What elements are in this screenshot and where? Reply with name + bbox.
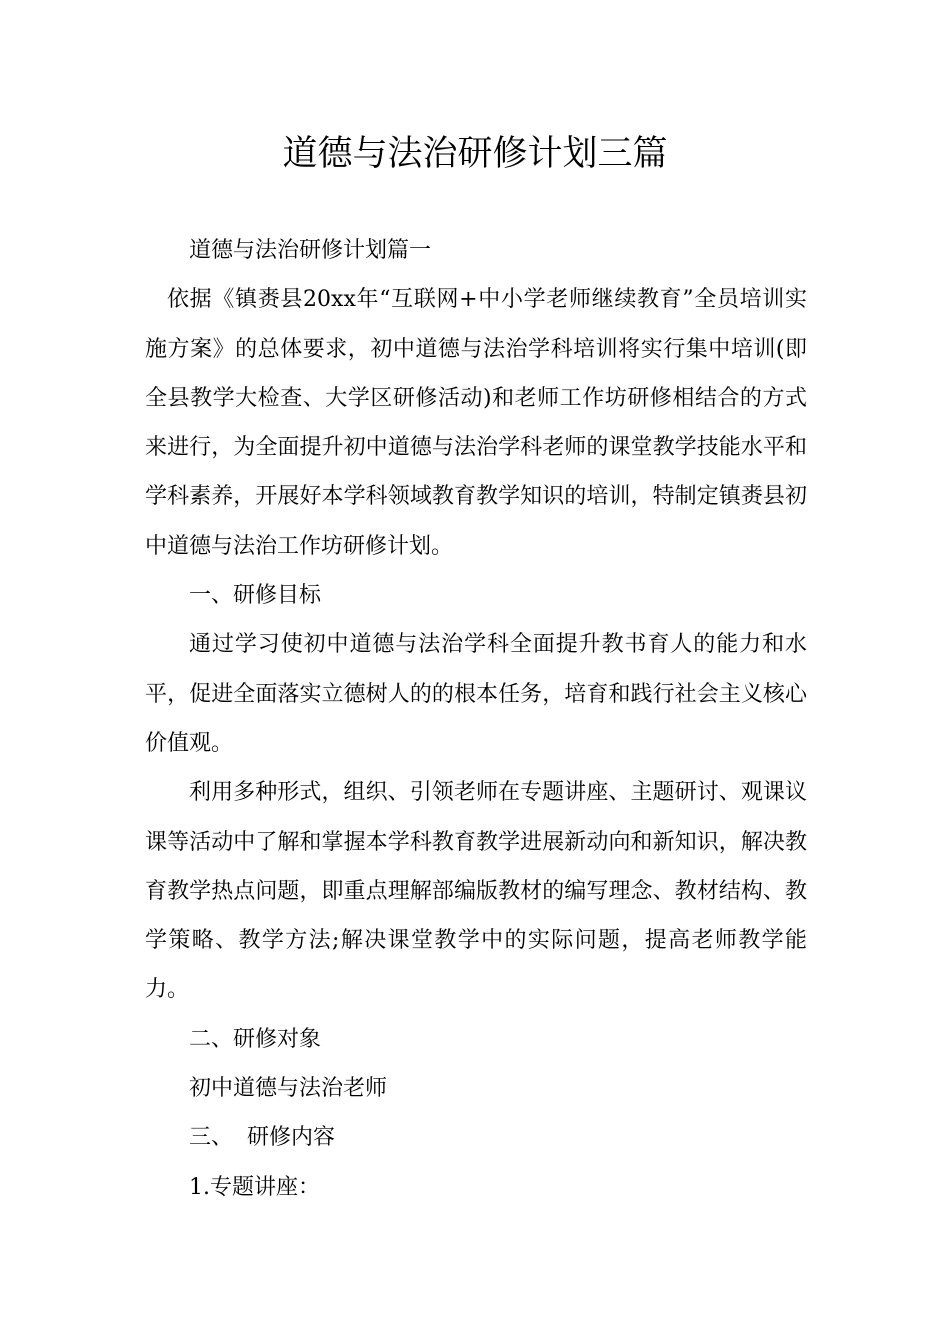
document-body [145, 226, 807, 1212]
goals-paragraph-1: 通过学习使初中道德与法治学科全面提升教书育人的能力和水平，促进全面落实立德树人的的根本任务，培育和践行社会主义核心价值观。 [145, 632, 807, 756]
goals-paragraph-2: 利用多种形式，组织、引领老师在专题讲座、主题研讨、观课议课等活动中了解和掌握本学科教育教学进展新动向和新知识，解决教育教学热点问题，即重点理解部编版教材的编写理念、教材结构、教学策略、教学方法;解决课堂教学中的实际问题，提高老师教学能力。 [145, 780, 807, 1003]
section-heading-targets: 二、研修对象 [189, 1026, 322, 1052]
content-item-1: 1.专题讲座： [189, 1174, 320, 1200]
document-title: 道德与法治研修计划三篇 [282, 134, 668, 174]
section-heading-part-one: 道德与法治研修计划篇一 [189, 238, 432, 263]
intro-paragraph: 依据《镇赉县20xx年“互联网+中小学老师继续教育”全员培训实施方案》的总体要求，初中道德与法治学科培训将实行集中培训(即全县教学大检查、大学区研修活动)和老师工作坊研修相结合的方式来进行，为全面提升初中道德与法治学科老师的课堂教学技能水平和学科素养，开展好本学科领域教育教学知识的培训，特制定镇赉县初中道德与法治工作坊研修计划。 [145, 287, 807, 559]
section-heading-content: 三、 研修内容 [189, 1125, 335, 1151]
targets-paragraph: 初中道德与法治老师 [189, 1076, 388, 1102]
section-heading-goals: 一、研修目标 [189, 583, 322, 609]
